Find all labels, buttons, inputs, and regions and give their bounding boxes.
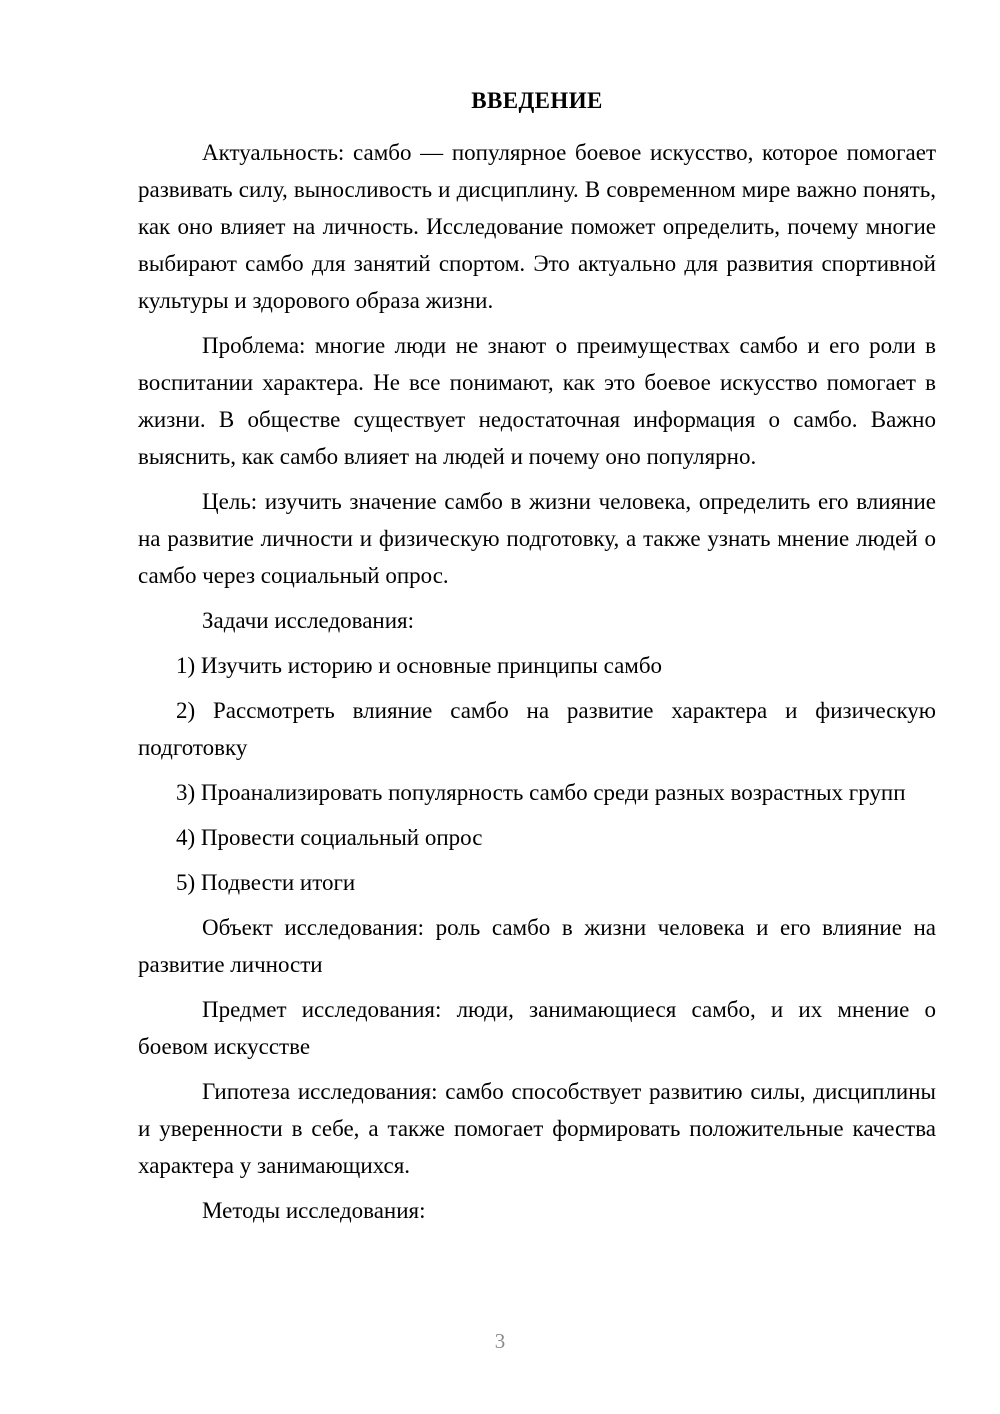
paragraph-predmet: Предмет исследования: люди, занимающиеся самбо, и их мнение о боевом искусстве	[138, 996, 936, 1059]
paragraph-problema: Проблема: многие люди не знают о преимуществах самбо и его роли в воспитании характера. Не все понимают, как это боевое искусство помогает в жизни. В обществе существует недостаточная информация о самбо. Важно выяснить, как самбо влияет на людей и почему оно популярно.	[138, 332, 936, 469]
paragraph-obekt: Объект исследования: роль самбо в жизни человека и его влияние на развитие личности	[138, 914, 936, 977]
paragraph-gipoteza: Гипотеза исследования: самбо способствует развитию силы, дисциплины и уверенности в себе, а также помогает формировать положительные качества характера у занимающихся.	[138, 1078, 936, 1178]
paragraph-aktualnost: Актуальность: самбо — популярное боевое искусство, которое помогает развивать силу, выносливость и дисциплину. В современном мире важно понять, как оно влияет на личность. Исследование поможет определить, почему многие выбирают самбо для занятий спортом. Это актуально для развития спортивной культуры и здорового образа жизни.	[138, 139, 936, 313]
list-item-zadacha-2: 2) Рассмотреть влияние самбо на развитие характера и физическую подготовку	[138, 697, 936, 760]
page-number: 3	[494, 1329, 506, 1353]
list-item-zadacha-4: 4) Провести социальный опрос	[176, 824, 483, 850]
heading-metody-issledovaniya: Методы исследования:	[202, 1197, 426, 1223]
list-item-zadacha-3: 3) Проанализировать популярность самбо среди разных возрастных групп	[176, 779, 906, 805]
list-item-zadacha-5: 5) Подвести итоги	[176, 869, 356, 895]
list-item-zadacha-1: 1) Изучить историю и основные принципы самбо	[176, 652, 663, 678]
paragraph-cel: Цель: изучить значение самбо в жизни человека, определить его влияние на развитие личности и физическую подготовку, а также узнать мнение людей о самбо через социальный опрос.	[138, 488, 936, 588]
page-content	[138, 86, 936, 1237]
body-text	[138, 134, 936, 1229]
page-title: ВВЕДЕНИЕ	[471, 88, 603, 113]
heading-zadachi-issledovaniya: Задачи исследования:	[202, 607, 415, 633]
